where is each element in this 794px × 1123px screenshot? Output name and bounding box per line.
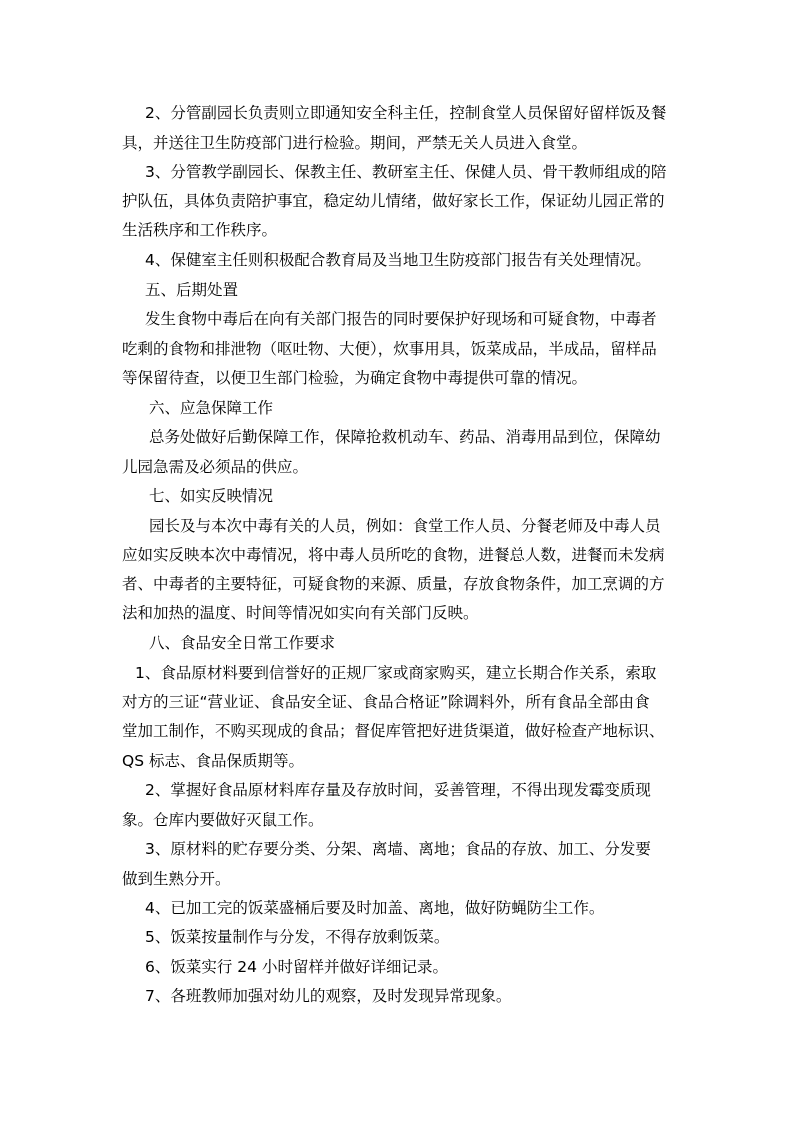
text-line: 2、掌握好食品原材料库存量及存放时间，妥善管理，不得出现发霉变质现 xyxy=(145,781,651,799)
text-line: 法和加热的温度、时间等情况如实向有关部门反映。 xyxy=(122,604,479,622)
text-line: 6、饭菜实行 24 小时留样并做好详细记录。 xyxy=(145,958,448,976)
text-line: 4、保健室主任则积极配合教育局及当地卫生防疫部门报告有关处理情况。 xyxy=(145,251,651,269)
text-line: 总务处做好后勤保障工作，保障抢救机动车、药品、消毒用品到位，保障幼 xyxy=(149,428,661,446)
text-line: 2、分管副园长负责则立即通知安全科主任，控制食堂人员保留好留样饭及餐 xyxy=(145,104,667,122)
text-line: 者、中毒者的主要特征，可疑食物的来源、质量，存放食物条件，加工烹调的方 xyxy=(122,575,665,593)
text-line: 4、已加工完的饭菜盛桶后要及时加盖、离地，做好防蝇防尘工作。 xyxy=(145,899,605,917)
text-line: 象。仓库内要做好灭鼠工作。 xyxy=(122,811,324,829)
text-line: 3、原材料的贮存要分类、分架、离墙、离地；食品的存放、加工、分发要 xyxy=(145,840,651,858)
text-line: 发生食物中毒后在向有关部门报告的同时要保护好现场和可疑食物，中毒者 xyxy=(145,310,657,328)
text-line: 护队伍，具体负责陪护事宜，稳定幼儿情绪，做好家长工作，保证幼儿园正常的 xyxy=(122,192,665,210)
text-line: 7、各班教师加强对幼儿的观察，及时发现异常现象。 xyxy=(145,987,512,1005)
text-line: 具，并送往卫生防疫部门进行检验。期间，严禁无关人员进入食堂。 xyxy=(122,134,588,152)
text-line: 做到生熟分开。 xyxy=(122,870,231,888)
section-heading: 八、食品安全日常工作要求 xyxy=(149,634,336,652)
section-heading: 七、如实反映情况 xyxy=(149,487,274,505)
section-heading: 五、后期处置 xyxy=(145,281,239,299)
text-line: 堂加工制作，不购买现成的食品；督促库管把好进货渠道，做好检查产地标识、 xyxy=(122,722,665,740)
text-line: 5、饭菜按量制作与分发，不得存放剩饭菜。 xyxy=(145,928,450,946)
section-heading: 六、应急保障工作 xyxy=(149,399,274,417)
text-line: 对方的三证“营业证、食品安全证、食品合格证”除调料外，所有食品全部由食 xyxy=(122,693,650,711)
text-line: 应如实反映本次中毒情况，将中毒人员所吃的食物，进餐总人数，进餐而未发病 xyxy=(122,546,665,564)
text-line: 1、食品原材料要到信誉好的正规厂家或商家购买，建立长期合作关系，索取 xyxy=(135,664,657,682)
text-line: QS 标志、食品保质期等。 xyxy=(122,752,304,770)
text-line: 吃剩的食物和排泄物（呕吐物、大便），炊事用具，饭菜成品，半成品，留样品 xyxy=(122,340,657,358)
text-line: 3、分管教学副园长、保教主任、教研室主任、保健人员、骨干教师组成的陪 xyxy=(145,163,667,181)
text-line: 等保留待查，以便卫生部门检验，为确定食物中毒提供可靠的情况。 xyxy=(122,369,588,387)
text-line: 儿园急需及必须品的供应。 xyxy=(122,458,309,476)
text-line: 园长及与本次中毒有关的人员，例如：食堂工作人员、分餐老师及中毒人员 xyxy=(149,517,661,535)
text-line: 生活秩序和工作秩序。 xyxy=(122,221,278,239)
